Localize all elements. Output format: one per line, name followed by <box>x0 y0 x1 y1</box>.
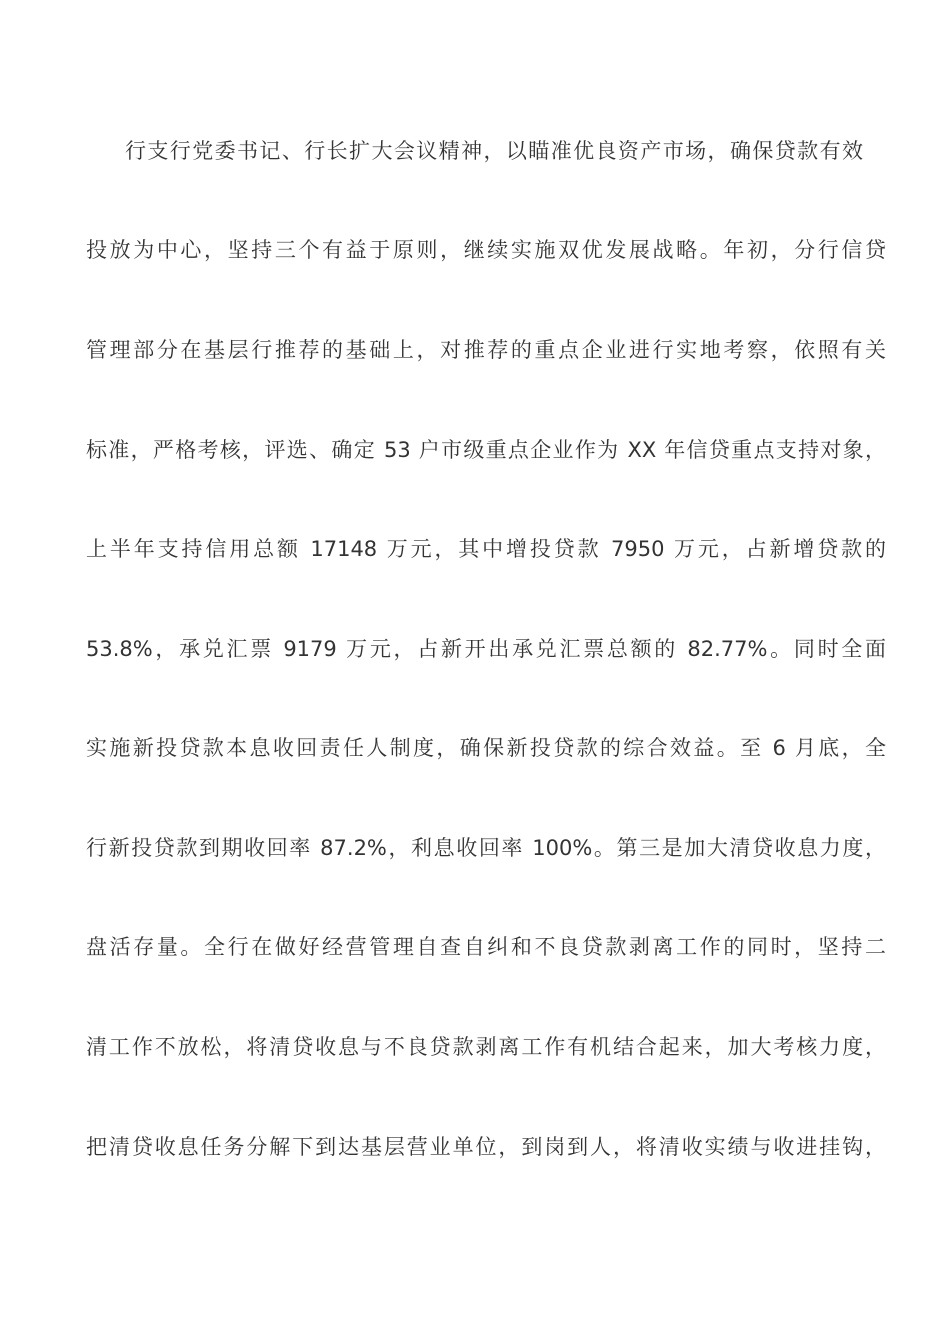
paragraph-line: 标准，严格考核，评选、确定 53 户市级重点企业作为 XX 年信贷重点支持对象， <box>86 438 886 462</box>
paragraph-line: 投放为中心，坚持三个有益于原则，继续实施双优发展战略。年初，分行信贷 <box>86 238 886 262</box>
paragraph-line: 上半年支持信用总额 17148 万元，其中增投贷款 7950 万元，占新增贷款的 <box>86 537 886 561</box>
paragraph-line: 管理部分在基层行推荐的基础上，对推荐的重点企业进行实地考察，依照有关 <box>86 338 886 362</box>
paragraph-line: 盘活存量。全行在做好经营管理自查自纠和不良贷款剥离工作的同时，坚持二 <box>86 935 886 959</box>
paragraph-line: 53.8%，承兑汇票 9179 万元，占新开出承兑汇票总额的 82.77%。同时全面 <box>86 637 886 661</box>
paragraph-line: 把清贷收息任务分解下到达基层营业单位，到岗到人，将清收实绩与收进挂钩， <box>86 1135 886 1159</box>
paragraph-line: 清工作不放松，将清贷收息与不良贷款剥离工作有机结合起来，加大考核力度， <box>86 1035 886 1059</box>
paragraph-line: 实施新投贷款本息收回责任人制度，确保新投贷款的综合效益。至 6 月底，全 <box>86 736 886 760</box>
paragraph-line: 行新投贷款到期收回率 87.2%，利息收回率 100%。第三是加大清贷收息力度， <box>86 836 886 860</box>
paragraph-line: 行支行党委书记、行长扩大会议精神，以瞄准优良资产市场，确保贷款有效 <box>125 139 863 163</box>
